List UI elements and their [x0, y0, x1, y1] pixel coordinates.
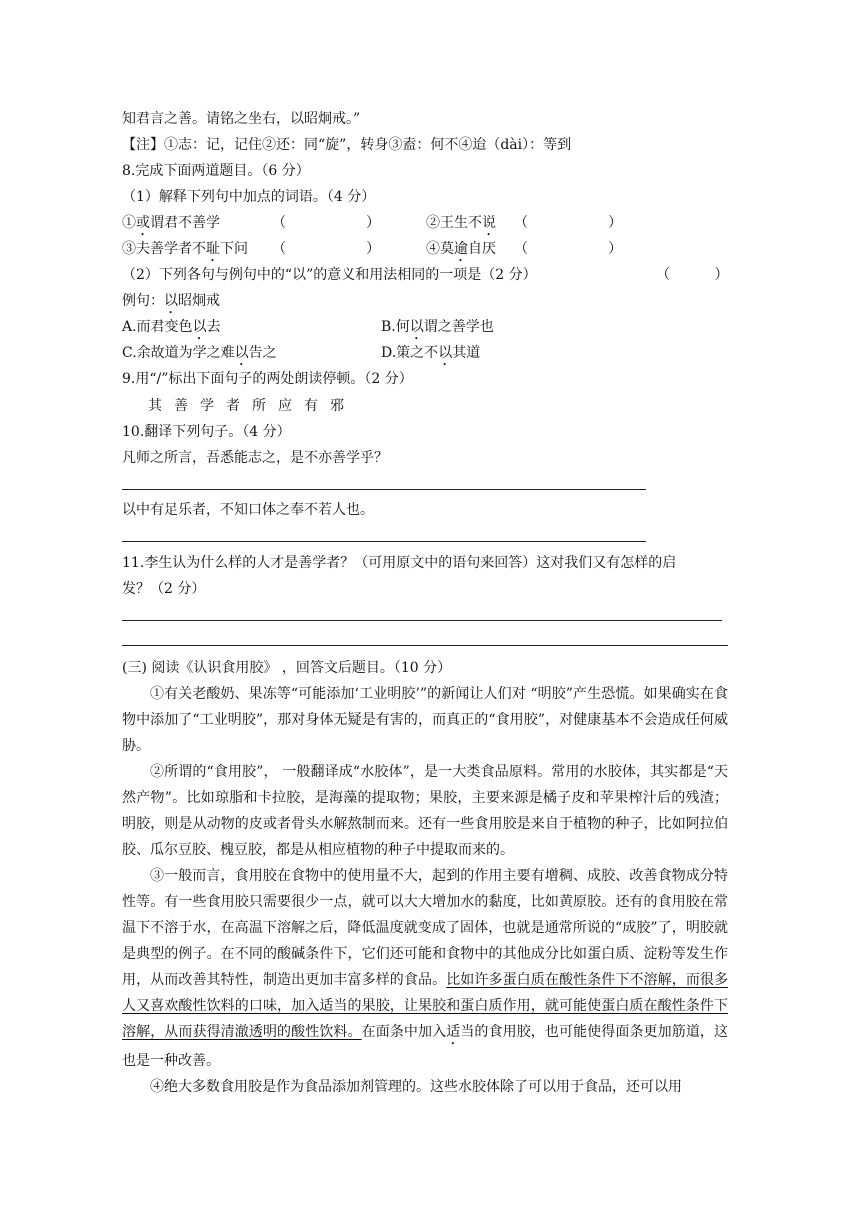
q8-item-3	[122, 236, 248, 265]
q8-sub2: （2）下列各句与例句中的“以”的意义和用法相同的一项是（2 分）	[122, 267, 537, 283]
q8-item-1-dotted-word: 或	[136, 215, 150, 231]
option-a-dotted-word: 以	[192, 319, 207, 335]
option-a-pre: A.而君变色	[122, 319, 193, 335]
q8-option-b[interactable]	[381, 314, 494, 343]
section-3-passage	[122, 681, 728, 1100]
q8-item-2	[426, 210, 496, 239]
example-pre: 例句：	[122, 293, 164, 309]
q11-answer-line-2[interactable]	[122, 645, 728, 646]
option-d-post: 其道	[452, 345, 481, 361]
q11-line-1: 11.李生认为什么样的人才是善学者？（可用原文中的语句来回答）这对我们又有怎样的启	[122, 555, 677, 571]
q8-item-4	[426, 236, 496, 265]
paragraph-2: ②所谓的“食用胶”， 一般翻译成“水胶体”，是一大类食品原料。常用的水胶体，其实都是“天然产物”。比如琼脂和卡拉胶，是海藻的提取物；果胶，主要来源是橘子皮和苹果榨汁后的残渣；明胶，则是从动物的皮或者骨头水解熬制而来。还有一些食用胶是来自于植物的种子，比如阿拉伯胶、瓜尔豆胶、槐豆胶，都是从相应植物的种子中提取而来的。	[122, 764, 728, 858]
option-b-pre: B.何	[381, 319, 410, 335]
paragraph-3-dotted-word: 适	[446, 1024, 461, 1040]
annotation-note: 【注】①志：记，记住②还：同“旋”，转身③盍：何不④迨（dài）：等到	[122, 137, 572, 153]
paragraph-4: ④绝大多数食用胶是作为食品添加剂管理的。这些水胶体除了可以用于食品，还可以用	[150, 1079, 682, 1095]
option-a-post: 去	[206, 319, 221, 335]
option-c-pre: C.余故道为学之难	[122, 345, 235, 361]
q8-item-1	[122, 210, 220, 239]
option-c-post: 告之	[248, 345, 277, 361]
q8-option-a[interactable]	[122, 314, 221, 343]
option-b-post: 谓之善学也	[423, 319, 494, 335]
q10-answer-line-2[interactable]	[122, 541, 646, 542]
q8-item-3-blank[interactable]: （ ）	[272, 241, 381, 257]
option-d-dotted-word: 以	[438, 345, 453, 361]
q8-item-1-post: 谓君不善学	[150, 215, 220, 231]
q8-item-4-post: 自厌	[468, 241, 496, 257]
option-d-pre: D.策之不	[381, 345, 439, 361]
paragraph-1: ①有关老酸奶、果冻等“可能添加‘工业明胶’”的新闻让人们对 “明胶”产生恐慌。如果确实在食物中添加了“工业明胶”，那对身体无疑是有害的，而真正的“食用胶”，对健康基本不会造成任何威胁。	[122, 686, 728, 754]
paragraph-3-text-b2: 当的食用胶，也可能使得面条更加筋道，这也是一种改善。	[122, 1024, 729, 1069]
q8-title: 8.完成下面两道题目。（6 分）	[122, 163, 310, 179]
q11-line-2: 发？（2 分）	[122, 581, 206, 597]
section-3-title: (三) 阅读《认识食用胶》 ，回答文后题目。（10 分）	[122, 660, 452, 676]
q8-item-4-dotted-word: 逾	[454, 241, 468, 257]
q8-item-2-dotted-word: 说	[482, 215, 496, 231]
q10-title: 10.翻译下列句子。（4 分）	[122, 424, 291, 440]
q10-sentence-1: 凡师之所言，吾悉能志之，是不亦善学乎？	[122, 450, 388, 466]
q8-sub2-answer-blank[interactable]: （ ）	[656, 267, 729, 283]
q8-option-d[interactable]	[381, 340, 480, 369]
q10-answer-line-1[interactable]	[122, 489, 646, 490]
q8-item-4-pre: ④莫	[426, 241, 454, 257]
q8-item-2-pre: ②王生不	[426, 215, 482, 231]
q8-item-2-blank[interactable]: （ ）	[514, 215, 623, 231]
q8-example	[122, 288, 220, 317]
option-c-dotted-word: 以	[234, 345, 249, 361]
q8-item-3-post: 下问	[220, 241, 248, 257]
example-post: 昭炯戒	[178, 293, 220, 309]
q11-answer-line-1[interactable]	[122, 620, 722, 621]
q9-title: 9.用“/”标出下面句子的两处朗读停顿。（2 分）	[122, 371, 413, 387]
q8-item-3-pre: ③夫善学者不	[122, 241, 206, 257]
q8-sub1: （1）解释下列句中加点的词语。（4 分）	[122, 189, 376, 205]
q8-item-1-pre: ①	[122, 215, 136, 231]
paragraph-3-text-b1: 在面条中加入	[361, 1024, 447, 1040]
paragraph-3-underlined-sentence: 比如许多蛋白质在酸性条件下不溶解，而很多人又喜欢酸性饮料的口味，加入适当的果胶，让果胶和蛋白质作用，就可能使蛋白质在酸性条件下溶解，从而获得清澈透明的酸性饮料。	[122, 972, 729, 1040]
paragraph-3	[122, 863, 728, 1074]
q8-option-c[interactable]	[122, 340, 277, 369]
q10-sentence-2: 以中有足乐者，不知口体之奉不若人也。	[122, 502, 374, 518]
paragraph-3-text-a: ③一般而言，食用胶在食物中的使用量不大，起到的作用主要有增稠、成胶、改善食物成分特性等。有一些食用胶只需要很少一点，就可以大大增加水的黏度，比如黄原胶。还有的食用胶在常温下不溶于水，在高温下溶解之后，降低温度就变成了固体，也就是通常所说的“成胶”了，明胶就是典型的例子。在不同的酸碱条件下，它们还可能和食物中的其他成分比如蛋白质、淀粉等发生作用，从而改善其特性，制造出更加丰富多样的食品。	[122, 868, 728, 988]
q8-item-4-blank[interactable]: （ ）	[514, 241, 623, 257]
q8-item-3-dotted-word: 耻	[206, 241, 220, 257]
q8-item-1-blank[interactable]: （ ）	[272, 215, 381, 231]
example-dotted-word: 以	[164, 293, 178, 309]
passage-last-line: 知君言之善。请铭之坐右，以昭炯戒。”	[122, 111, 361, 127]
q9-sentence[interactable]: 其善学者所应有邪	[148, 398, 356, 414]
option-b-dotted-word: 以	[409, 319, 424, 335]
